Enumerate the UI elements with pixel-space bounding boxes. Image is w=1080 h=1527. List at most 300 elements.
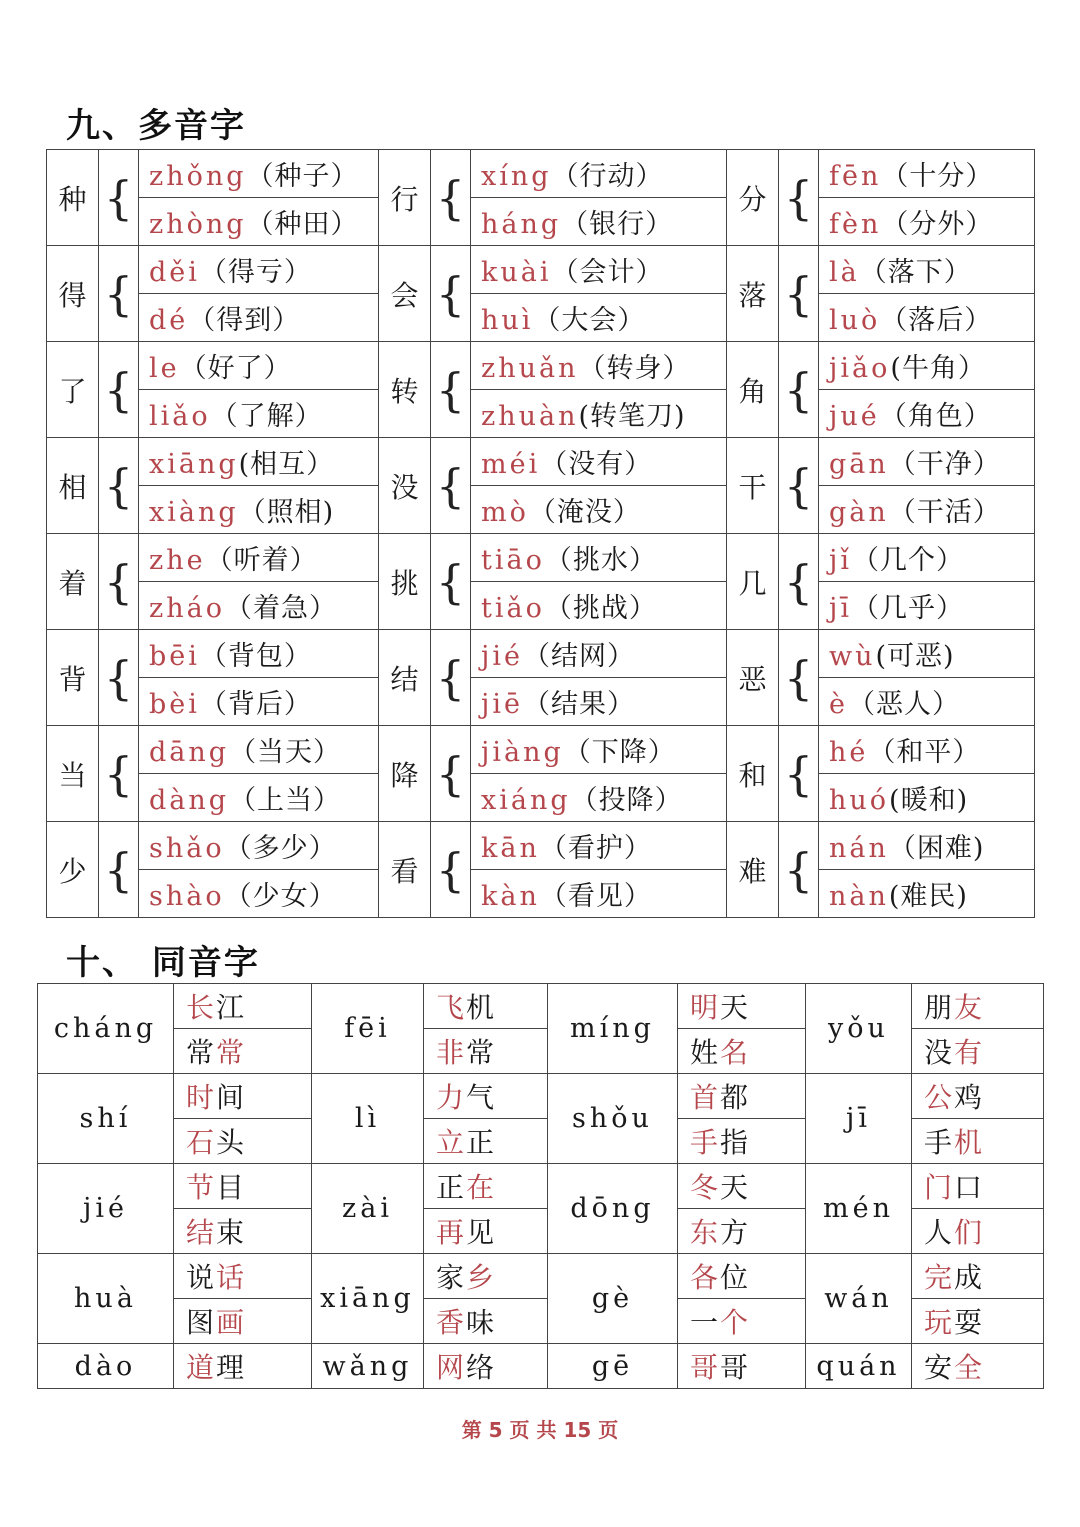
pinyin: méi (481, 449, 541, 480)
polyphonic-char: 几 (727, 534, 779, 630)
example-word: （恶人） (847, 689, 960, 720)
pinyin: huó (829, 785, 890, 816)
brace-icon: { (99, 726, 139, 822)
pinyin: xiāng (149, 449, 239, 480)
example-word: （干活） (888, 497, 1001, 528)
pinyin: kān (481, 833, 540, 864)
pinyin: zhuàn (481, 401, 579, 432)
brace-icon: { (779, 438, 819, 534)
homophone-word (678, 1164, 806, 1209)
reading-cell (139, 438, 379, 486)
reading-cell (471, 822, 727, 870)
word-char: 手 (924, 1126, 955, 1159)
homophone-word (912, 1344, 1044, 1389)
reading-cell (139, 246, 379, 294)
word-char: 口 (954, 1171, 985, 1204)
word-char: 束 (216, 1216, 247, 1249)
reading-cell (471, 726, 727, 774)
reading-cell (819, 726, 1035, 774)
reading-cell (139, 390, 379, 438)
homophone-word (678, 1029, 806, 1074)
homophone-pinyin: míng (548, 984, 678, 1074)
pinyin: jī (829, 593, 853, 624)
pinyin: shào (149, 881, 225, 912)
homophone-word (424, 1254, 548, 1299)
word-char: 鸡 (954, 1081, 985, 1114)
section-10-title: 十、 同音字 (66, 943, 260, 983)
polyphonic-char: 着 (47, 534, 99, 630)
homophone-word (678, 1119, 806, 1164)
pinyin: děi (149, 257, 200, 288)
polyphonic-char: 角 (727, 342, 779, 438)
example-word: （少女） (224, 881, 337, 912)
pinyin: tiǎo (481, 593, 545, 624)
pinyin: zhuǎn (481, 353, 579, 384)
word-char: 友 (954, 991, 985, 1024)
word-char: 气 (466, 1081, 497, 1114)
example-word: （大会） (533, 305, 646, 336)
poly-row (47, 534, 1035, 582)
homophone-row (38, 1164, 1044, 1209)
reading-cell (819, 630, 1035, 678)
brace-icon: { (99, 822, 139, 918)
pinyin: dāng (149, 737, 230, 768)
brace-icon: { (779, 630, 819, 726)
example-word: （看护） (539, 833, 652, 864)
reading-cell (139, 198, 379, 246)
reading-cell (819, 582, 1035, 630)
reading-cell (139, 822, 379, 870)
word-char: 江 (216, 991, 247, 1024)
word-char: 常 (216, 1036, 247, 1069)
word-char: 公 (924, 1081, 955, 1114)
word-char: 人 (924, 1216, 955, 1249)
reading-cell (819, 438, 1035, 486)
word-char: 正 (436, 1171, 467, 1204)
brace-icon: { (99, 534, 139, 630)
word-char: 味 (466, 1306, 497, 1339)
word-char: 朋 (924, 991, 955, 1024)
reading-cell (471, 678, 727, 726)
brace-icon: { (99, 630, 139, 726)
homophone-word (424, 1074, 548, 1119)
pinyin: fēn (829, 161, 882, 192)
reading-cell (471, 630, 727, 678)
word-char: 石 (186, 1126, 217, 1159)
example-word: （结果） (523, 689, 635, 720)
brace-icon: { (779, 150, 819, 246)
homophone-pinyin: shí (38, 1074, 174, 1164)
word-char: 指 (720, 1126, 751, 1159)
pinyin: jiàng (481, 737, 564, 768)
homophone-pinyin: cháng (38, 984, 174, 1074)
reading-cell (471, 534, 727, 582)
pinyin: jiǎo (829, 353, 891, 384)
word-char: 力 (436, 1081, 467, 1114)
homophone-pinyin: zài (312, 1164, 424, 1254)
reading-cell (819, 678, 1035, 726)
example-word: （投降） (570, 785, 683, 816)
poly-row (47, 774, 1035, 822)
word-char: 机 (954, 1126, 985, 1159)
homophone-pinyin: gè (548, 1254, 678, 1344)
brace-icon: { (431, 534, 471, 630)
brace-icon: { (99, 342, 139, 438)
word-char: 画 (216, 1306, 247, 1339)
word-char: 见 (466, 1216, 497, 1249)
reading-cell (139, 294, 379, 342)
polyphonic-char: 背 (47, 630, 99, 726)
pinyin: gàn (829, 497, 889, 528)
page-footer: 第 5 页 共 15 页 (461, 1418, 619, 1442)
word-char: 哥 (690, 1351, 721, 1384)
poly-row (47, 486, 1035, 534)
polyphonic-char: 行 (379, 150, 431, 246)
brace-icon: { (431, 630, 471, 726)
polyphonic-char: 和 (727, 726, 779, 822)
example-word: (难民) (888, 881, 968, 912)
homophone-pinyin: xiāng (312, 1254, 424, 1344)
pinyin: kàn (481, 881, 540, 912)
poly-row (47, 342, 1035, 390)
homophone-pinyin: dōng (548, 1164, 678, 1254)
pinyin: fèn (829, 209, 882, 240)
homophone-word (912, 984, 1044, 1029)
homophone-word (678, 1074, 806, 1119)
homophone-pinyin: mén (806, 1164, 912, 1254)
example-word: (牛角） (890, 353, 986, 384)
example-word: （背包） (199, 641, 312, 672)
example-word: （困难) (888, 833, 985, 864)
homophone-word (424, 1209, 548, 1254)
pinyin: dé (149, 305, 189, 336)
reading-cell (139, 726, 379, 774)
reading-cell (139, 150, 379, 198)
word-char: 常 (466, 1036, 497, 1069)
reading-cell (139, 342, 379, 390)
pinyin: háng (481, 209, 562, 240)
reading-cell (471, 390, 727, 438)
word-char: 一 (690, 1306, 721, 1339)
word-char: 长 (186, 991, 217, 1024)
poly-row (47, 150, 1035, 198)
example-word: （种田） (246, 209, 359, 240)
word-char: 理 (216, 1351, 247, 1384)
word-char: 名 (720, 1036, 751, 1069)
example-word: （会计） (551, 257, 664, 288)
example-word: （挑战） (544, 593, 657, 624)
polyphonic-char: 降 (379, 726, 431, 822)
polyphonic-char: 落 (727, 246, 779, 342)
homophone-pinyin: wǎng (312, 1344, 424, 1389)
word-char: 全 (954, 1351, 985, 1384)
word-char: 飞 (436, 991, 467, 1024)
pinyin: jiē (481, 689, 523, 720)
brace-icon: { (779, 726, 819, 822)
polyphonic-char: 当 (47, 726, 99, 822)
poly-row (47, 294, 1035, 342)
homophone-word (912, 1254, 1044, 1299)
polyphonic-char: 结 (379, 630, 431, 726)
word-char: 位 (720, 1261, 751, 1294)
homophone-pinyin: wán (806, 1254, 912, 1344)
homophone-word (678, 1299, 806, 1344)
pinyin: liǎo (149, 401, 211, 432)
homophone-pinyin: fēi (312, 984, 424, 1074)
poly-row (47, 198, 1035, 246)
word-char: 方 (720, 1216, 751, 1249)
example-word: (转笔刀) (578, 401, 686, 432)
reading-cell (819, 342, 1035, 390)
homophone-row (38, 1254, 1044, 1299)
homophone-pinyin: dào (38, 1344, 174, 1389)
polyphonic-char: 得 (47, 246, 99, 342)
pinyin: zhòng (149, 209, 247, 240)
reading-cell (471, 246, 727, 294)
polyphonic-char: 会 (379, 246, 431, 342)
word-char: 完 (924, 1261, 955, 1294)
reading-cell (819, 198, 1035, 246)
homophone-word (678, 1344, 806, 1389)
poly-row (47, 630, 1035, 678)
brace-icon: { (779, 822, 819, 918)
example-word: （落下） (859, 257, 972, 288)
homophone-pinyin: huà (38, 1254, 174, 1344)
example-word: （银行） (561, 209, 674, 240)
word-char: 道 (186, 1351, 217, 1384)
pinyin: zháo (149, 593, 225, 624)
homophone-word (424, 1344, 548, 1389)
reading-cell (471, 870, 727, 918)
word-char: 成 (954, 1261, 985, 1294)
reading-cell (471, 150, 727, 198)
word-char: 姓 (690, 1036, 721, 1069)
brace-icon: { (99, 150, 139, 246)
word-char: 玩 (924, 1306, 955, 1339)
pinyin: là (829, 257, 860, 288)
pinyin: jǐ (829, 545, 853, 576)
pinyin: xíng (481, 161, 552, 192)
homophone-word (424, 1299, 548, 1344)
homophone-word (678, 1254, 806, 1299)
reading-cell (819, 486, 1035, 534)
reading-cell (471, 438, 727, 486)
homophone-word (424, 1119, 548, 1164)
word-char: 常 (186, 1036, 217, 1069)
word-char: 目 (216, 1171, 247, 1204)
pinyin: mò (481, 497, 529, 528)
homophone-word (174, 1344, 312, 1389)
word-char: 乡 (466, 1261, 497, 1294)
polyphonic-char: 没 (379, 438, 431, 534)
word-char: 手 (690, 1126, 721, 1159)
homophone-row (38, 1344, 1044, 1389)
homophone-word (424, 1029, 548, 1074)
section-9-title: 九、多音字 (66, 106, 246, 146)
homophone-word (912, 1299, 1044, 1344)
word-char: 结 (186, 1216, 217, 1249)
word-char: 各 (690, 1261, 721, 1294)
polyphonic-char: 种 (47, 150, 99, 246)
pinyin: jué (829, 401, 880, 432)
brace-icon: { (431, 822, 471, 918)
reading-cell (471, 486, 727, 534)
example-word: （看见） (539, 881, 652, 912)
example-word: (相互） (238, 449, 335, 480)
homophone-row (38, 1074, 1044, 1119)
word-char: 首 (690, 1081, 721, 1114)
homophone-pinyin: jī (806, 1074, 912, 1164)
word-char: 在 (466, 1171, 497, 1204)
example-word: （淹没） (528, 497, 641, 528)
word-char: 冬 (690, 1171, 721, 1204)
example-word: （好了） (179, 353, 292, 384)
poly-row (47, 390, 1035, 438)
homophone-pinyin: quán (806, 1344, 912, 1389)
word-char: 们 (954, 1216, 985, 1249)
word-char: 头 (216, 1126, 247, 1159)
brace-icon: { (779, 534, 819, 630)
word-char: 话 (216, 1261, 247, 1294)
poly-row (47, 678, 1035, 726)
reading-cell (471, 582, 727, 630)
word-char: 非 (436, 1036, 467, 1069)
word-char: 没 (924, 1036, 955, 1069)
word-char: 立 (436, 1126, 467, 1159)
homophone-pinyin: jié (38, 1164, 174, 1254)
brace-icon: { (431, 150, 471, 246)
pinyin: xiàng (149, 497, 239, 528)
poly-row (47, 582, 1035, 630)
example-word: （角色） (879, 401, 992, 432)
pinyin: kuài (481, 257, 552, 288)
word-char: 有 (954, 1036, 985, 1069)
homophone-word (174, 1299, 312, 1344)
homophone-word (174, 1029, 312, 1074)
pinyin: zhe (149, 545, 206, 576)
reading-cell (139, 534, 379, 582)
reading-cell (139, 870, 379, 918)
reading-cell (819, 534, 1035, 582)
polyphonic-char: 难 (727, 822, 779, 918)
brace-icon: { (431, 342, 471, 438)
word-char: 东 (690, 1216, 721, 1249)
word-char: 再 (436, 1216, 467, 1249)
example-word: （转身） (578, 353, 691, 384)
reading-cell (471, 342, 727, 390)
word-char: 安 (924, 1351, 955, 1384)
homophone-word (912, 1164, 1044, 1209)
example-word: （结网） (523, 641, 635, 672)
brace-icon: { (99, 246, 139, 342)
homophone-word (912, 1029, 1044, 1074)
pinyin: bèi (149, 689, 200, 720)
word-char: 耍 (954, 1306, 985, 1339)
homophone-pinyin: yǒu (806, 984, 912, 1074)
word-char: 网 (436, 1351, 467, 1384)
polyphonic-char: 了 (47, 342, 99, 438)
homophone-word (424, 984, 548, 1029)
homophone-row (38, 984, 1044, 1029)
example-word: (暖和) (889, 785, 969, 816)
homophone-word (174, 1074, 312, 1119)
homophone-word (174, 1254, 312, 1299)
reading-cell (819, 246, 1035, 294)
pinyin: tiāo (481, 545, 545, 576)
word-char: 天 (720, 1171, 751, 1204)
example-word: （和平） (868, 737, 981, 768)
homophone-word (424, 1164, 548, 1209)
word-char: 正 (466, 1126, 497, 1159)
word-char: 机 (466, 991, 497, 1024)
word-char: 哥 (720, 1351, 751, 1384)
reading-cell (471, 198, 727, 246)
polyphonic-char: 干 (727, 438, 779, 534)
reading-cell (139, 630, 379, 678)
polyphonic-char: 看 (379, 822, 431, 918)
brace-icon: { (779, 342, 819, 438)
word-char: 图 (186, 1306, 217, 1339)
example-word: （着急） (224, 593, 337, 624)
example-word: （挑水） (544, 545, 657, 576)
example-word: （照相) (238, 497, 335, 528)
example-word: （得到） (188, 305, 301, 336)
reading-cell (819, 294, 1035, 342)
pinyin: luò (829, 305, 881, 336)
brace-icon: { (99, 438, 139, 534)
polyphonic-char: 少 (47, 822, 99, 918)
homophone-word (678, 1209, 806, 1254)
pinyin: bēi (149, 641, 200, 672)
word-char: 说 (186, 1261, 217, 1294)
homophone-table (37, 983, 1044, 1389)
polyphonic-table (46, 149, 1035, 918)
word-char: 络 (466, 1351, 497, 1384)
example-word: （听着） (205, 545, 318, 576)
homophone-pinyin: gē (548, 1344, 678, 1389)
homophone-word (174, 984, 312, 1029)
word-char: 香 (436, 1306, 467, 1339)
reading-cell (139, 774, 379, 822)
pinyin: le (149, 353, 180, 384)
example-word: （了解） (210, 401, 323, 432)
pinyin: dàng (149, 785, 230, 816)
example-word: （几个） (852, 545, 965, 576)
example-word: （分外） (881, 209, 994, 240)
homophone-word (912, 1209, 1044, 1254)
example-word: （落后） (880, 305, 993, 336)
word-char: 节 (186, 1171, 217, 1204)
word-char: 间 (216, 1081, 247, 1114)
pinyin: huì (481, 305, 534, 336)
poly-row (47, 822, 1035, 870)
poly-row (47, 870, 1035, 918)
example-word: （没有） (540, 449, 653, 480)
poly-row (47, 726, 1035, 774)
word-char: 时 (186, 1081, 217, 1114)
polyphonic-char: 分 (727, 150, 779, 246)
pinyin: è (829, 689, 848, 720)
pinyin: xiáng (481, 785, 571, 816)
pinyin: jié (481, 641, 523, 672)
word-char: 明 (690, 991, 721, 1024)
example-word: (可恶) (875, 641, 955, 672)
pinyin: nán (829, 833, 889, 864)
example-word: （种子） (246, 161, 359, 192)
homophone-word (174, 1119, 312, 1164)
reading-cell (471, 294, 727, 342)
word-char: 家 (436, 1261, 467, 1294)
